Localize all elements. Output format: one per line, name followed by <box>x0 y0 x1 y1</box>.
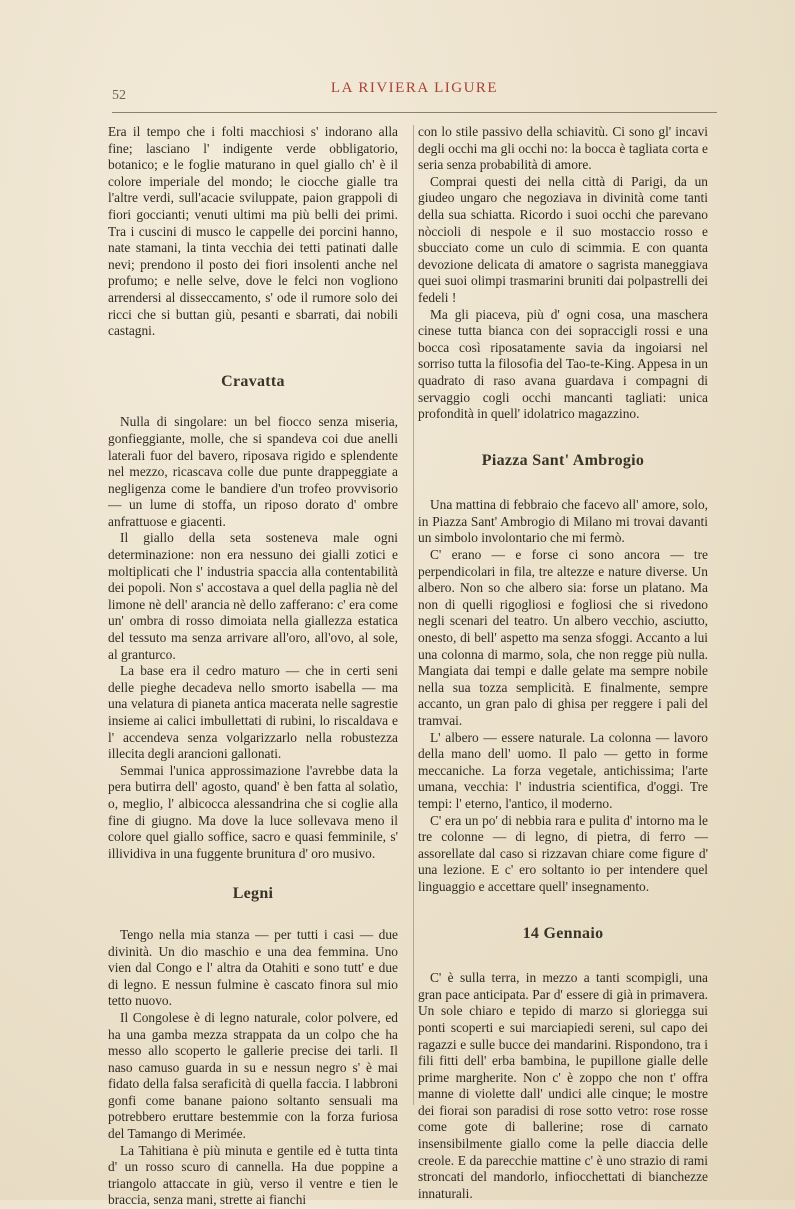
header-rule <box>112 112 717 113</box>
legni-paragraph-3: La Tahitiana è più minuta e gentile ed è tutta tinta d' un rosso scuro di cannella. Ha due poppine a triangolo attaccate in giù, verso il ventre e tien le braccia, senza mani, strette ai fianchi <box>108 1142 398 1208</box>
page-number: 52 <box>112 88 126 103</box>
legni-paragraph-2: Il Congolese è di legno naturale, color polvere, ed ha una gamba mezza strappata da un colpo che ha messo allo scoperto le gallerie precise dei tarli. Il naso camuso guarda in su e nessun negro s' è mai fidato della falsa seraficità di quella faccia. I labbroni gonfi come banane paiono soltanto sensuali ma potrebbero eruttare bestemmie con la forza furiosa del Tamango di Merimée. <box>108 1009 398 1142</box>
piazza-paragraph-3: L' albero — essere naturale. La colonna — lavoro della mano dell' uomo. Il palo — getto in forme meccaniche. La forza vegetale, antichissima; l'arte umana, vecchia: l' industria scientifica, d'oggi. Tre tempi: l' eterno, l'antico, il moderno. <box>418 729 708 811</box>
column-divider <box>413 125 414 1105</box>
piazza-paragraph-4: C' era un po' di nebbia rara e pulita d' intorno ma le tre colonne — di legno, di pietra, di ferro — assorellate dal caso si rizzavan chiare come figure d' una lezione. E c' ero soltanto io per intendere quel linguaggio e accettare quell' insegnamento. <box>418 812 708 894</box>
section-title-legni: Legni <box>232 885 274 903</box>
cravatta-paragraph-1: Nulla di singolare: un bel fiocco senza miseria, gonfieggiante, molle, che si spandeva coi due anelli laterali fuor del bavero, riposava rigido e splendente nel mezzo, ricascava colle due punte drappeggiate a negligenza come le bandiere d'un trofeo provvisorio — un lume di stoffa, un riposo dorato d' ombre anfrattuose e giacenti. <box>108 414 398 529</box>
section-title-gennaio: 14 Gennaio <box>522 924 604 942</box>
page-header <box>112 80 717 110</box>
right-column <box>418 124 708 1202</box>
cravatta-paragraph-4: Semmai l'unica approssimazione l'avrebbe data la pera butirra dell' agosto, quand' è ben fatta al solatìo, o, meglio, l' albicocca alessandrina che si coglie alla fine di giugno. Ma dove la luce sollevava meno il colore quel giallo soffice, sacro e quasi femminile, s' illividiva in una fuggente brunitura d' oro musivo. <box>108 762 398 861</box>
left-column <box>108 124 398 1209</box>
piazza-paragraph-1: Una mattina di febbraio che facevo all' amore, solo, in Piazza Sant' Ambrogio di Milano mi trovai davanti un simbolo involontario che mi fermò. <box>418 497 708 546</box>
right-paragraph-2: Comprai questi dei nella città di Parigi, da un giudeo ungaro che negoziava in divinità come tanti della sua schiatta. Ricordo i suoi occhi che parevano nòccioli di nespole e il suo mostaccio rosso e sbucciato come un culo di scimmia. E con quanta devozione delicata di amatore o sagrista maneggiava quei suoi olimpi trasmarini bruniti dai polpastrelli dei fedeli ! <box>418 173 708 305</box>
section-title-piazza: Piazza Sant' Ambrogio <box>481 451 645 469</box>
cravatta-paragraph-2: Il giallo della seta sosteneva male ogni determinazione: non era nessuno dei gialli zotici e moltiplicati che l' industria spaccia alla contentabilità dei popoli. Non s' accostava a quel della paglia nè del limone nè dell' arancia nè dello zafferano: c' era come un' ombra di rosso dimoiata nella giallezza estatica del tessuto ma senza arrivare all'oro, all'ovo, al sole, al granturco. <box>108 530 398 662</box>
right-paragraph-3: Ma gli piaceva, più d' ogni cosa, una maschera cinese tutta bianca con dei sopraccigli rossi e una bocca così riposatamente savia da ingoiarsi nel sorriso tutta la filosofia del Tao-te-King. Appesa in un quadrato di raso avana guardava i compagni di servaggio cogli occhi mancanti tagliati: unica profondità in quell' idolatrico magazzino. <box>418 306 708 422</box>
piazza-paragraph-2: C' erano — e forse ci sono ancora — tre perpendicolari in fila, tre altezze e nature diverse. Un albero. Non so che albero sia: forse un platano. Ma non di quelli rigogliosi e fogliosi che si rivedono negli scenari del teatro. Un albero vecchio, asciutto, onesto, di bell' aspetto ma senza sfoggi. Accanto a lui una colonna di marmo, sola, che non regge più nulla. Mangiata dai tempi e dalle gelate ma sempre nobile nella sua tozza semplicità. E finalmente, sempre accanto, un gran palo di ghisa per reggere i pali del tramvai. <box>418 547 708 728</box>
continuation-paragraph: con lo stile passivo della schiavitù. Ci sono gl' incavi degli occhi ma gli occhi no: la bocca è tagliata corta e seria senza probabilità di amore. <box>418 124 708 173</box>
cravatta-paragraph-3: La base era il cedro maturo — che in certi seni delle pieghe decadeva nello smorto isabella — ma una velatura di pianeta antica macerata nelle sagrestie insieme ai calici imbullettati di rubini, lo riscaldava e l' accendeva senza volgarizzarlo nella robustezza illecita degli arancioni gallonati. <box>108 663 398 762</box>
journal-title: LA RIVIERA LIGURE <box>330 80 499 96</box>
section-title-cravatta: Cravatta <box>221 372 285 390</box>
gennaio-paragraph-1: C' è sulla terra, in mezzo a tanti scompigli, una gran pace anticipata. Par d' essere di già in primavera. Un sole chiaro e tepido di marzo si gloriegga sui ponti scoperti e sui marciapiedi sereni, sul capo dei ragazzi e sulle bucce dei mandarini. Rispondono, tra i fili fitti dell' erba bambina, le pupillone gialle delle prime margherite. Non c' è zoppo che non t' offra manne di violette dall' undici alle cinque; le mostre dei fiorai son paradisi di rose sotto vetro: rose rosse come gote di ballerine; rose di carnato insensibilmente giallo come la pelle diaccia delle creole. E da parecchie mattine c' è uno strazio di rami stroncati del mandorlo, infiocchettati di bianchezze innaturali. <box>418 970 708 1201</box>
intro-paragraph: Era il tempo che i folti macchiosi s' indorano alla fine; lasciano l' indigente verde obbligatorio, botanico; e le foglie maturano in quel giallo ch' è il colore imperiale del mondo; le ciocche gialle tra l'altre verdi, sull'acacie sviluppate, paion grappoli di fiori goccianti; venuti ultimi ma più belli dei primi. Tra i cuscini di musco le cappelle dei porcini hanno, nate stamani, la tinta vecchia dei tetti patinati dalle nevi; prendono il posto dei fiori insolenti anche nel profumo; e nelle selve, dove le felci non vogliono arrendersi al disseccamento, s' ode il rumore solo dei ricci che si buttan giù, pesanti e sbarrati, dai nobili castagni. <box>108 124 398 339</box>
legni-paragraph-1: Tengo nella mia stanza — per tutti i casi — due divinità. Un dio maschio e una dea femmina. Uno vien dal Congo e l' altra da Otahiti e sono tutt' e due di legno. E nessun fulmine è cascato finora sul mio tetto nuovo. <box>108 926 398 1009</box>
